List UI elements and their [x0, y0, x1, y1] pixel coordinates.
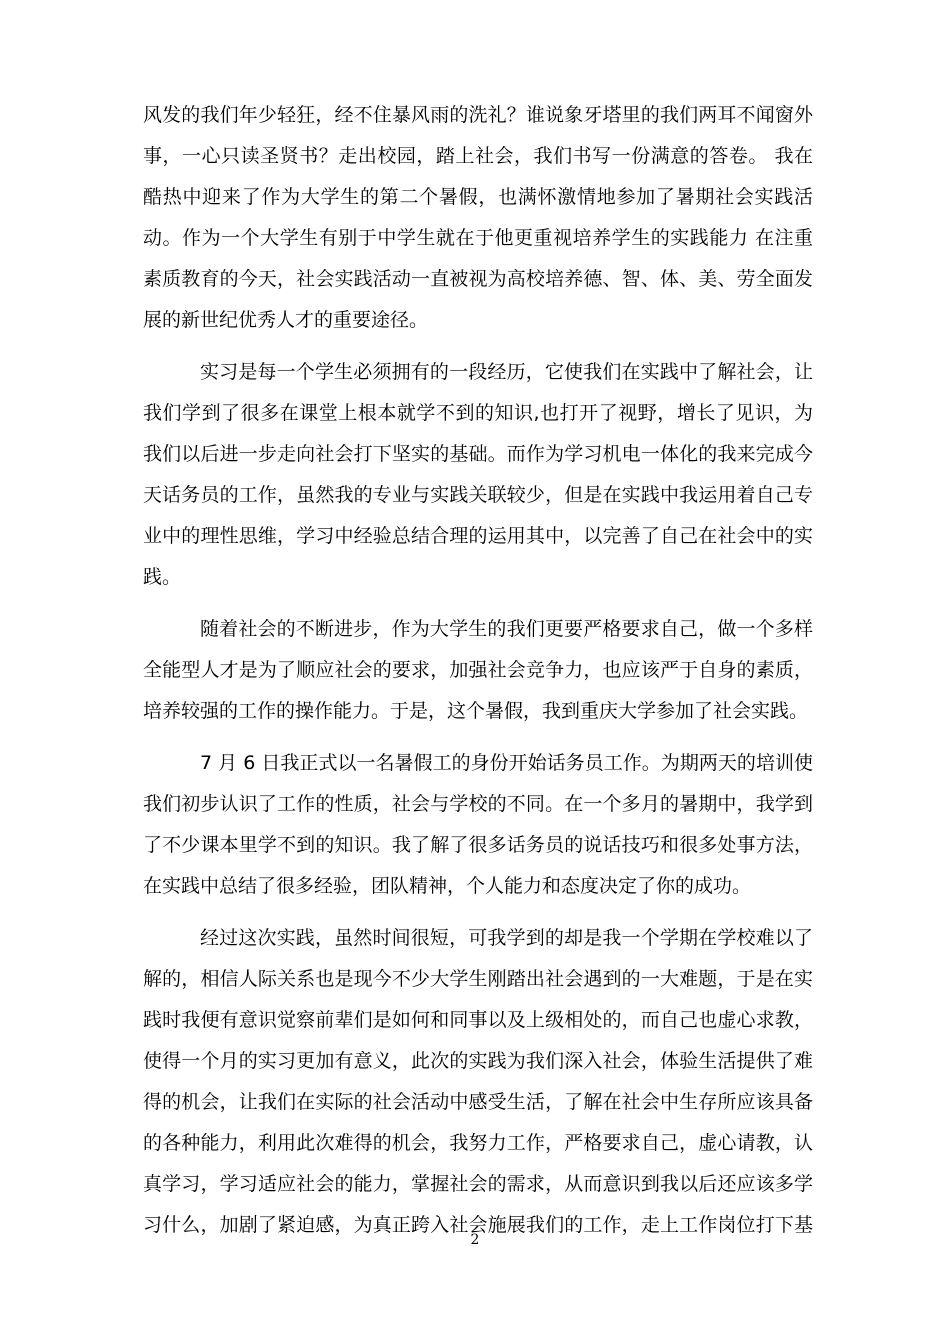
text-line: 素质教育的今天，社会实践活动一直被视为高校培养德、智、体、美、劳全面发: [143, 268, 813, 290]
paragraph: [143, 352, 813, 598]
text-line: 7 月 6 日我正式以一名暑假工的身份开始话务员工作。为期两天的培训使: [200, 752, 813, 774]
text-line: 实习是每一个学生必须拥有的一段经历，它使我们在实践中了解社会，让: [200, 361, 813, 383]
text-line: 事，一心只读圣贤书？走出校园，踏上社会，我们书写一份满意的答卷。 我在: [143, 145, 813, 167]
text-line: 习什么，加剧了紧迫感，为真正跨入社会施展我们的工作，走上工作岗位打下基: [143, 1214, 813, 1236]
paragraph: [143, 609, 813, 732]
text-line: 得的机会，让我们在实际的社会活动中感受生活，了解在社会中生存所应该具备: [143, 1091, 813, 1113]
text-line: 展的新世纪优秀人才的重要途径。: [143, 309, 429, 331]
text-line: 培养较强的工作的操作能力。于是，这个暑假，我到重庆大学参加了社会实践。: [143, 700, 809, 722]
text-line: 我们初步认识了工作的性质，社会与学校的不同。在一个多月的暑期中，我学到: [143, 793, 813, 815]
page-number: 2: [470, 1232, 480, 1248]
text-line: 天话务员的工作，虽然我的专业与实践关联较少，但是在实践中我运用着自己专: [143, 484, 813, 506]
document-body: [143, 95, 813, 1246]
text-line: 解的，相信人际关系也是现今不少大学生刚踏出社会遇到的一大难题，于是在实: [143, 968, 813, 990]
paragraph: [143, 95, 813, 341]
text-line: 随着社会的不断进步，作为大学生的我们更要严格要求自己，做一个多样: [200, 618, 813, 640]
paragraph: [143, 743, 813, 907]
text-line: 的各种能力，利用此次难得的机会，我努力工作，严格要求自己，虚心请教，认: [143, 1132, 813, 1154]
text-line: 动。作为一个大学生有别于中学生就在于他更重视培养学生的实践能力 在注重: [143, 227, 813, 249]
text-line: 经过这次实践，虽然时间很短，可我学到的却是我一个学期在学校难以了: [200, 927, 813, 949]
paragraph-gap: [143, 598, 813, 609]
text-line: 使得一个月的实习更加有意义，此次的实践为我们深入社会，体验生活提供了难: [143, 1050, 813, 1072]
text-line: 真学习，学习适应社会的能力，掌握社会的需求，从而意识到我以后还应该多学: [143, 1173, 813, 1195]
paragraph-gap: [143, 732, 813, 743]
text-line: 酷热中迎来了作为大学生的第二个暑假，也满怀激情地参加了暑期社会实践活: [143, 186, 813, 208]
text-line: 了不少课本里学不到的知识。我了解了很多话务员的说话技巧和很多处事方法，: [143, 834, 813, 856]
paragraph-gap: [143, 341, 813, 352]
text-line: 我们以后进一步走向社会打下坚实的基础。而作为学习机电一体化的我来完成今: [143, 443, 813, 465]
paragraph-gap: [143, 907, 813, 918]
paragraph: [143, 918, 813, 1246]
text-line: 践。: [143, 566, 182, 588]
text-line: 风发的我们年少轻狂，经不住暴风雨的洗礼？谁说象牙塔里的我们两耳不闻窗外: [143, 104, 813, 126]
text-line: 在实践中总结了很多经验，团队精神，个人能力和态度决定了你的成功。: [143, 875, 752, 897]
text-line: 全能型人才是为了顺应社会的要求，加强社会竞争力，也应该严于自身的素质，: [143, 659, 813, 681]
text-line: 业中的理性思维，学习中经验总结合理的运用其中，以完善了自己在社会中的实: [143, 525, 813, 547]
text-line: 我们学到了很多在课堂上根本就学不到的知识,也打开了视野，增长了见识，为: [143, 402, 813, 424]
text-line: 践时我便有意识觉察前辈们是如何和同事以及上级相处的，而自己也虚心求教，: [143, 1009, 813, 1031]
